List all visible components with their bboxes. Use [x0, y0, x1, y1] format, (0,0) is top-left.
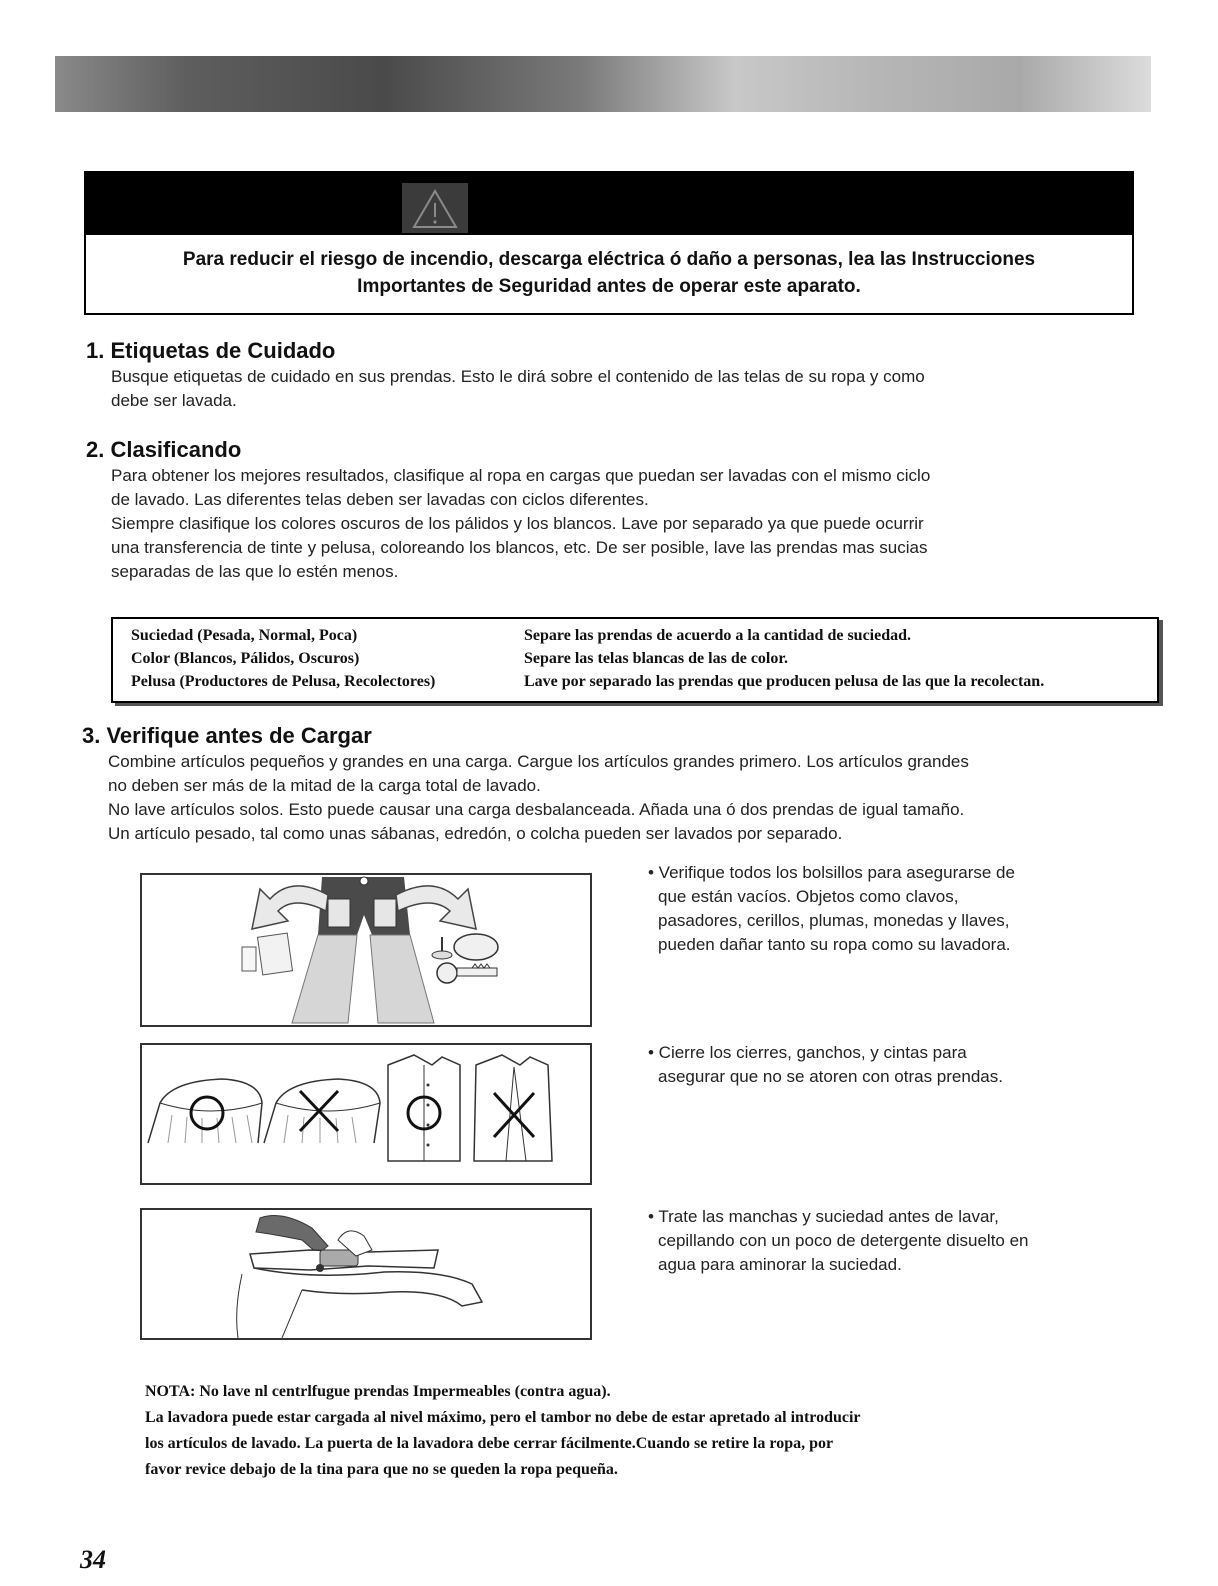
header-gradient-bar [55, 56, 1151, 112]
table-row [131, 671, 1149, 693]
note-line: los artículos de lavado. La puerta de la lavadora debe cerrar fácilmente.Cuando se retire la ropa, por [145, 1435, 834, 1452]
warning-line: Para reducir el riesgo de incendio, descarga eléctrica ó daño a personas, lea las Instrucciones [182, 249, 1036, 270]
bullet-line: • Verifique todos los bolsillos para asegurarse de [648, 863, 1015, 882]
section-title-check-before-loading: 3. Verifique antes de Cargar [82, 723, 372, 748]
paragraph-line: debe ser lavada. [111, 391, 237, 410]
paragraph-line: Para obtener los mejores resultados, clasifique al ropa en cargas que puedan ser lavadas con el mismo ciclo [111, 466, 931, 485]
bullet-line: asegurar que no se atoren con otras prendas. [658, 1067, 1003, 1086]
safety-warning-box [84, 171, 1134, 315]
bullet-pretreat-stains [648, 1205, 1118, 1277]
paragraph-line: Busque etiquetas de cuidado en sus prendas. Esto le dirá sobre el contenido de las telas de su ropa y como [111, 367, 925, 386]
paragraph-line: Combine artículos pequeños y grandes en una carga. Cargue los artículos grandes primero. Los artículos grandes [108, 752, 969, 771]
bullet-line: pueden dañar tanto su ropa como su lavadora. [658, 935, 1011, 954]
section-title-care-labels: 1. Etiquetas de Cuidado [86, 338, 336, 363]
warning-band [86, 173, 1132, 235]
paragraph-line: separadas de las que lo estén menos. [111, 562, 399, 581]
pretreat-stains-illustration [140, 1208, 592, 1340]
paragraph-line: una transferencia de tinte y pelusa, coloreando los blancos, etc. De ser posible, lave las prendas mas sucias [111, 538, 928, 557]
warning-text [96, 246, 1122, 300]
bullet-line: • Cierre los cierres, ganchos, y cintas para [648, 1043, 967, 1062]
close-fasteners-illustration [140, 1043, 592, 1185]
bullet-check-pockets [648, 861, 1118, 957]
bullet-line: pasadores, cerillos, plumas, monedas y llaves, [658, 911, 1010, 930]
table-cell-instruction: Separe las telas blancas de las de color. [524, 650, 789, 667]
table-cell-instruction: Separe las prendas de acuerdo a la cantidad de suciedad. [524, 627, 912, 644]
paragraph-line: no deben ser más de la mitad de la carga total de lavado. [108, 776, 541, 795]
warning-line: Importantes de Seguridad antes de operar este aparato. [357, 276, 861, 297]
note-line: NOTA: No lave nl centrlfugue prendas Impermeables (contra agua). [145, 1383, 611, 1400]
section-body-sorting [111, 464, 930, 584]
note-line: favor revice debajo de la tina para que no se queden la ropa pequeña. [145, 1461, 618, 1478]
paragraph-line: Siempre clasifique los colores oscuros de los pálidos y los blancos. Lave por separado ya que puede ocurrir [111, 514, 924, 533]
paragraph-line: No lave artículos solos. Esto puede causar una carga desbalanceada. Añada una ó dos prendas de igual tamaño. [108, 800, 965, 819]
table-row [131, 648, 1149, 670]
bullet-line: cepillando con un poco de detergente disuelto en [658, 1231, 1029, 1250]
section-title-sorting: 2. Clasificando [86, 437, 242, 462]
bullet-line: que están vacíos. Objetos como clavos, [658, 887, 959, 906]
paragraph-line: de lavado. Las diferentes telas deben ser lavadas con ciclos diferentes. [111, 490, 649, 509]
empty-pockets-illustration [140, 873, 592, 1027]
bullet-line: • Trate las manchas y suciedad antes de lavar, [648, 1207, 999, 1226]
note-line: La lavadora puede estar cargada al nivel máximo, pero el tambor no debe de estar apretado al introducir [145, 1409, 861, 1426]
section-body-care-labels [111, 365, 925, 413]
sorting-table [111, 617, 1159, 703]
table-cell-category: Suciedad (Pesada, Normal, Poca) [131, 627, 358, 644]
bullet-close-fasteners [648, 1041, 1118, 1089]
warning-triangle-icon [402, 183, 468, 233]
table-cell-instruction: Lave por separado las prendas que producen pelusa de las que la recolectan. [524, 673, 1045, 690]
paragraph-line: Un artículo pesado, tal como unas sábanas, edredón, o colcha pueden ser lavados por separado. [108, 824, 843, 843]
bullet-line: agua para aminorar la suciedad. [658, 1255, 902, 1274]
page-number: 34 [80, 1545, 106, 1574]
note-block [145, 1379, 1095, 1483]
section-body-check-before-loading [108, 750, 969, 846]
table-row [131, 625, 1149, 647]
table-cell-category: Color (Blancos, Pálidos, Oscuros) [131, 650, 360, 667]
table-cell-category: Pelusa (Productores de Pelusa, Recolectores) [131, 673, 436, 690]
